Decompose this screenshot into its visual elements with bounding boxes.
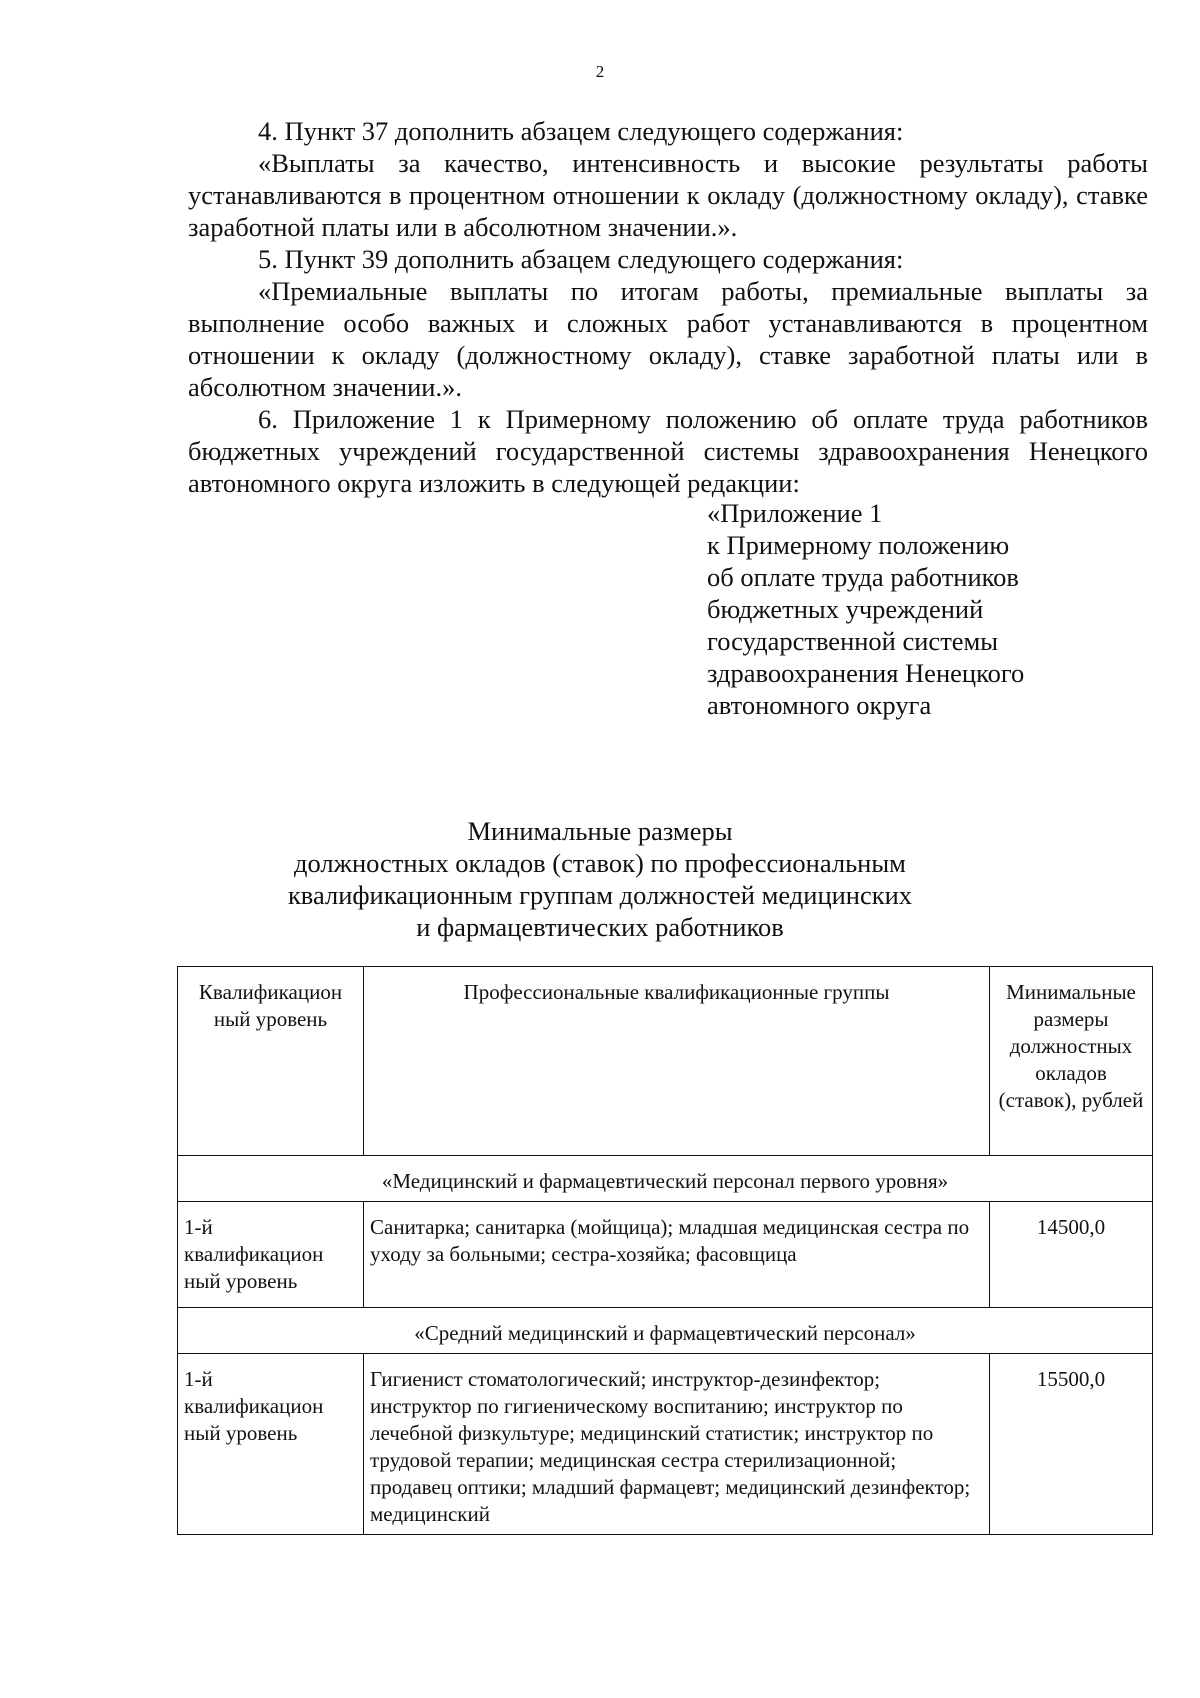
paragraph-item-5: 5. Пункт 39 дополнить абзацем следующего содержания: — [258, 244, 904, 274]
cell-level: 1-й квалификацион ный уровень — [178, 1202, 364, 1308]
paragraph-item-4-quote: «Выплаты за качество, интенсивность и высокие результаты работы устанавливаются в процентном отношении к окладу (должностному окладу), ставке заработной платы или в абсолютном значении.». — [188, 148, 1148, 242]
heading-line: и фармацевтических работников — [416, 912, 784, 942]
heading-line: квалификационным группам должностей медицинских — [287, 880, 913, 910]
heading-line: должностных окладов (ставок) по профессиональным — [294, 848, 906, 878]
salary-table — [177, 966, 1153, 1535]
cell-salary: 14500,0 — [990, 1202, 1153, 1308]
cell-positions: Санитарка; санитарка (мойщица); младшая медицинская сестра по уходу за больными; сестра-хозяйка; фасовщица — [364, 1202, 990, 1308]
appendix-line: «Приложение 1 — [707, 498, 883, 528]
cell-salary: 15500,0 — [990, 1354, 1153, 1535]
appendix-block — [707, 497, 1024, 721]
appendix-line: государственной системы — [707, 626, 999, 656]
paragraph-item-6: 6. Приложение 1 к Примерному положению об оплате труда работников бюджетных учреждений государственной системы здравоохранения Ненецкого автономного округа изложить в следующей редакции: — [188, 404, 1148, 498]
table-header-row — [178, 967, 1153, 1156]
cell-positions: Гигиенист стоматологический; инструктор-дезинфектор; инструктор по гигиеническому воспитанию; инструктор по лечебной физкультуре; медицинский статистик; инструктор по трудовой терапии; медицинская сестра стерилизационной; продавец оптики; младший фармацевт; медицинский дезинфектор; медицинский — [364, 1354, 990, 1535]
group-title: «Средний медицинский и фармацевтический персонал» — [178, 1308, 1153, 1354]
table-heading — [0, 815, 1200, 943]
appendix-line: к Примерному положению — [707, 530, 1010, 560]
paragraph-item-5-quote: «Премиальные выплаты по итогам работы, премиальные выплаты за выполнение особо важных и сложных работ устанавливаются в процентном отношении к окладу (должностному окладу), ставке заработной платы или в абсолютном значении.». — [188, 276, 1148, 402]
group-title: «Медицинский и фармацевтический персонал первого уровня» — [178, 1156, 1153, 1202]
heading-line: Минимальные размеры — [467, 816, 733, 846]
header-groups: Профессиональные квалификационные группы — [364, 967, 990, 1156]
paragraph-item-4: 4. Пункт 37 дополнить абзацем следующего содержания: — [258, 116, 904, 146]
table-row — [178, 1354, 1153, 1535]
appendix-line: бюджетных учреждений — [707, 594, 984, 624]
table-row — [178, 1202, 1153, 1308]
group-row — [178, 1156, 1153, 1202]
appendix-line: здравоохранения Ненецкого — [707, 658, 1025, 688]
header-level: Квалификацион ный уровень — [178, 967, 364, 1156]
appendix-line: автономного округа — [707, 690, 932, 720]
appendix-line: об оплате труда работников — [707, 562, 1019, 592]
header-salary: Минимальные размеры должностных окладов (ставок), рублей — [990, 967, 1153, 1156]
page-number: 2 — [595, 62, 605, 81]
group-row — [178, 1308, 1153, 1354]
cell-level: 1-й квалификацион ный уровень — [178, 1354, 364, 1535]
